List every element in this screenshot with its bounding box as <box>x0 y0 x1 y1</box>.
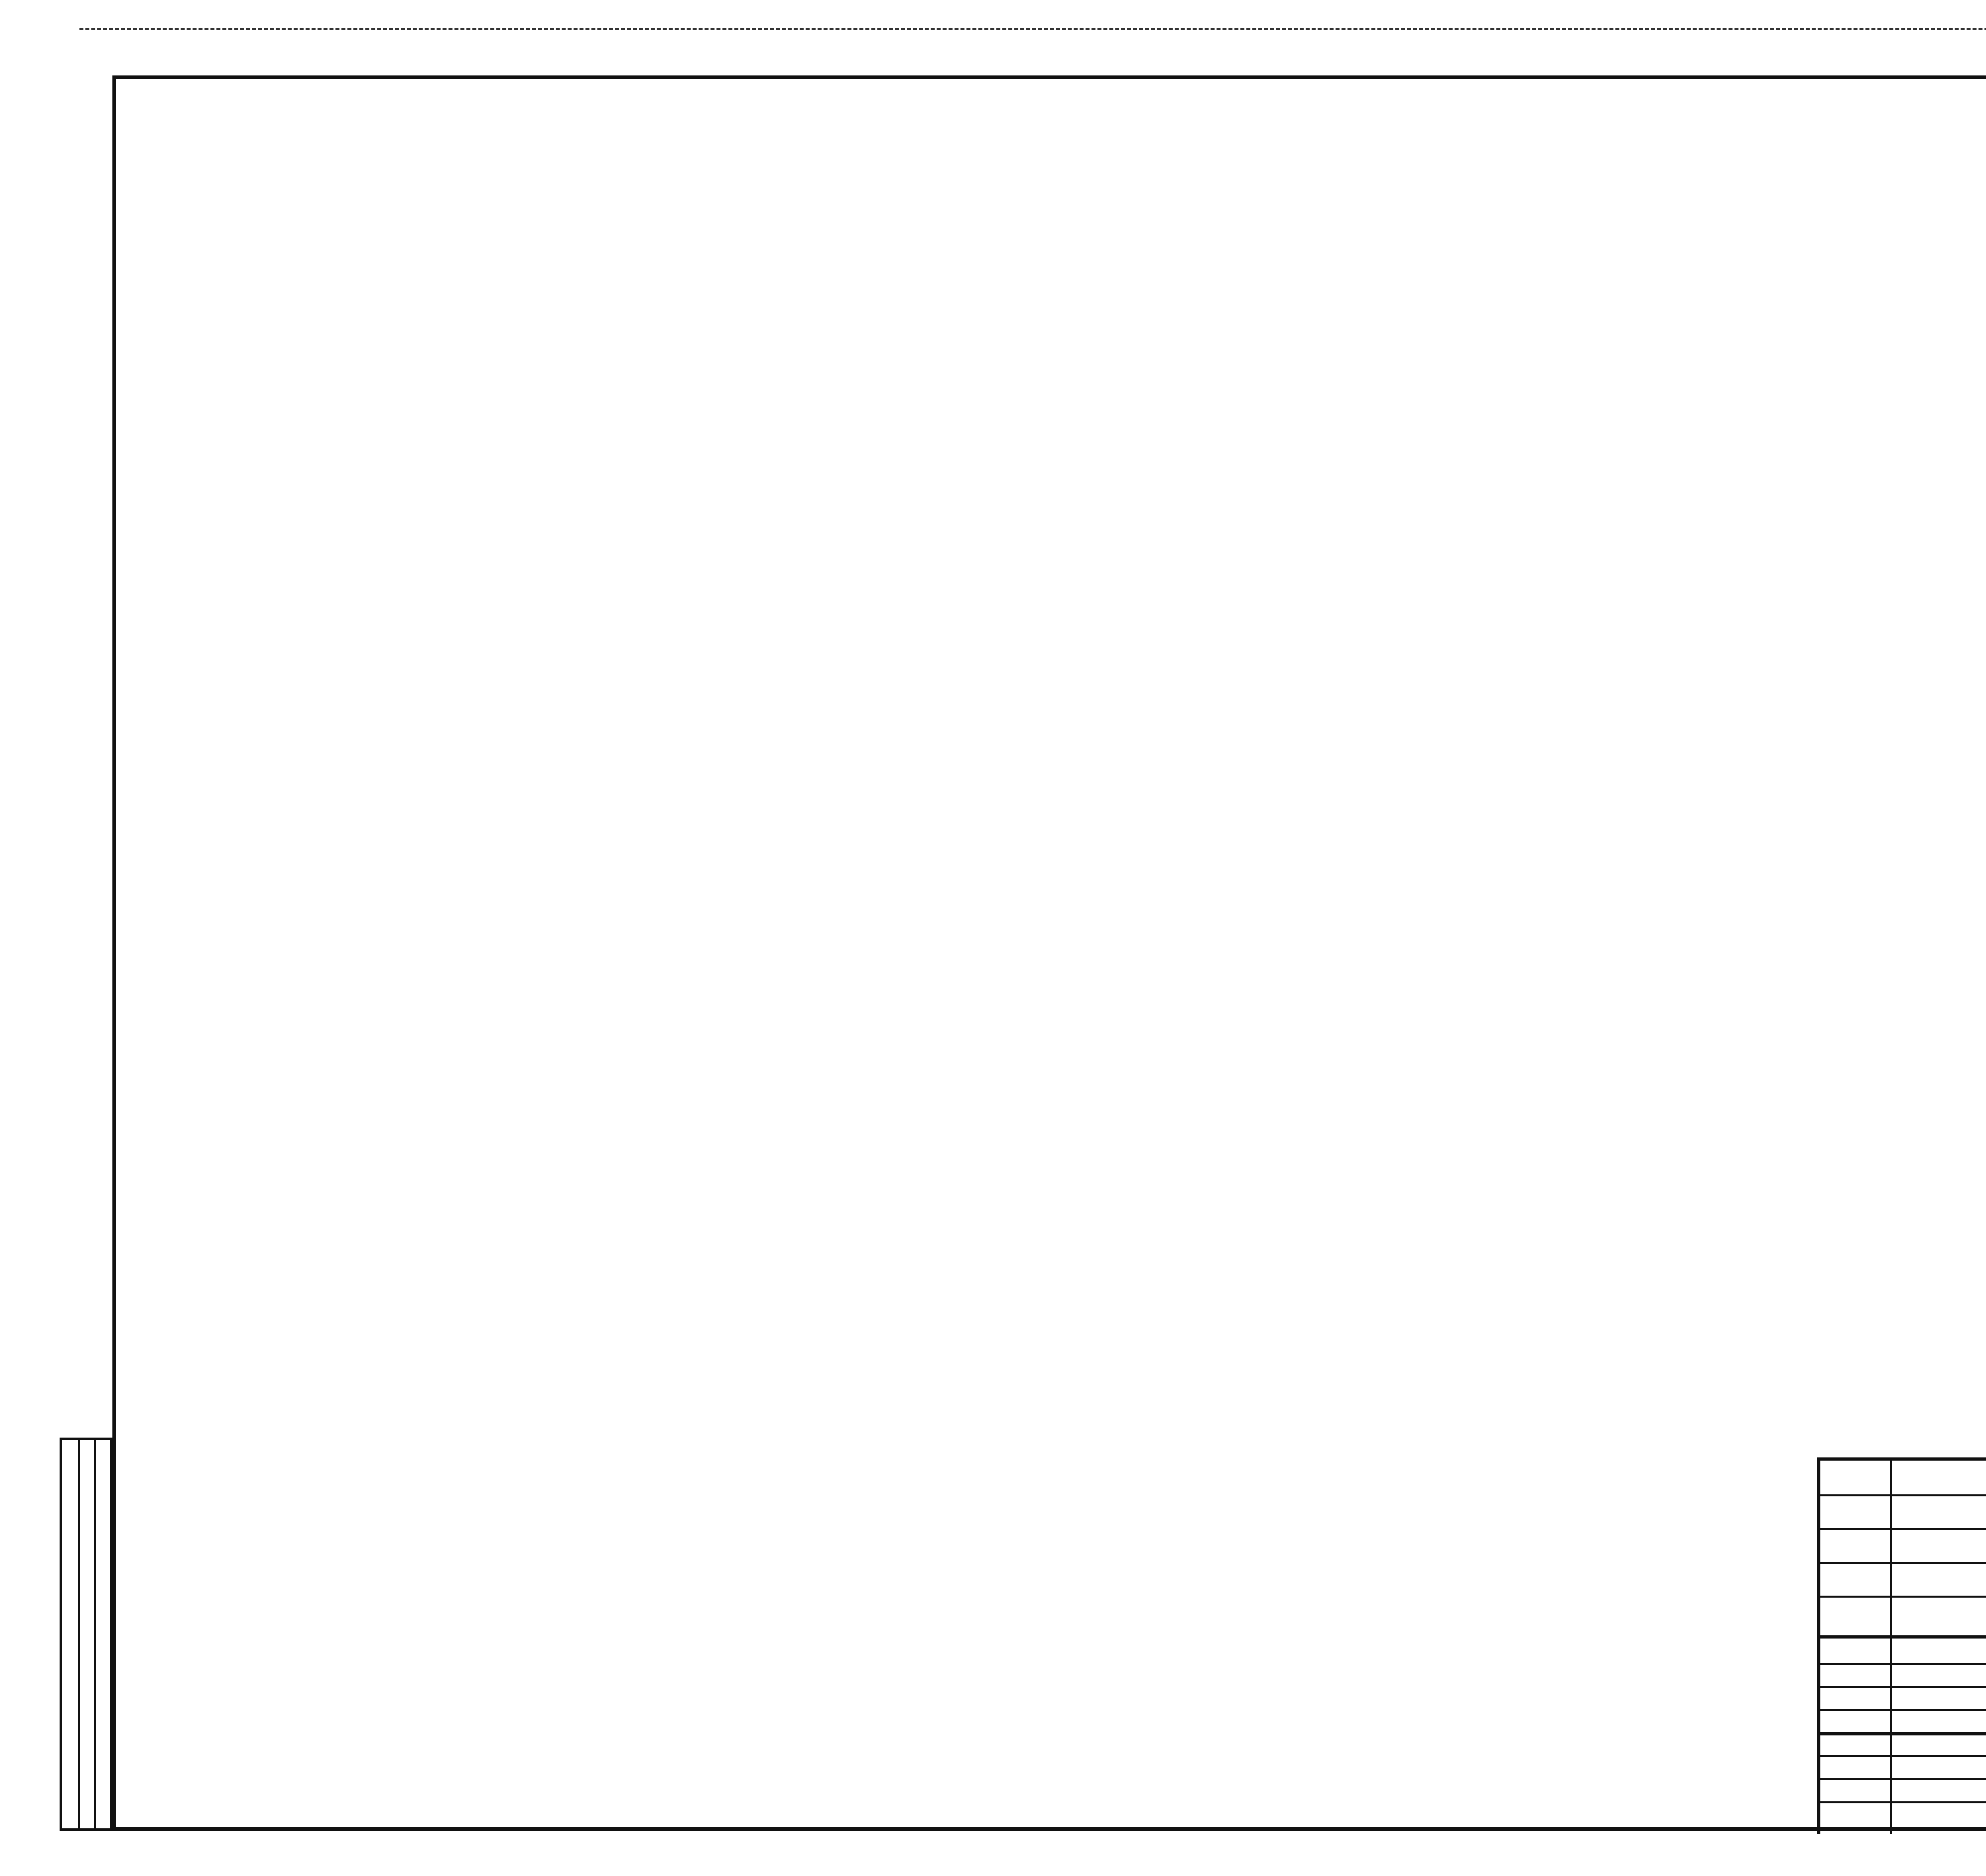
text-line <box>985 946 1764 982</box>
text-line <box>203 836 949 873</box>
text-line <box>203 288 949 325</box>
text-line <box>203 581 949 617</box>
text-line <box>1827 800 1986 836</box>
text-line <box>1827 836 1986 873</box>
title-block <box>1817 1457 1986 1834</box>
text-line <box>985 1165 1764 1202</box>
text-line <box>203 325 949 361</box>
text-line <box>985 617 1764 654</box>
text-line <box>1827 544 1986 581</box>
text-line <box>985 1019 1764 1056</box>
text-line <box>985 1129 1764 1165</box>
text-line <box>203 1019 949 1056</box>
text-line <box>985 1567 1764 1604</box>
section-heading-1 <box>203 179 949 215</box>
spacer <box>1827 325 1986 361</box>
text-line <box>1827 1165 1986 1202</box>
text-line <box>203 508 949 544</box>
text-line <box>985 1421 1764 1457</box>
spacer <box>1827 727 1986 763</box>
text-line <box>1827 252 1986 288</box>
text-line <box>985 544 1764 581</box>
text-line <box>203 1421 949 1457</box>
text-line <box>985 763 1764 800</box>
text-line <box>203 1384 949 1421</box>
text-line <box>203 1567 949 1604</box>
text-line <box>203 946 949 982</box>
text-line <box>203 763 949 800</box>
text-line <box>985 434 1764 471</box>
spacer <box>1827 398 1986 434</box>
text-line <box>203 617 949 654</box>
text-line <box>203 982 949 1019</box>
text-line <box>203 873 949 909</box>
text-line <box>985 1056 1764 1092</box>
text-line <box>1827 581 1986 617</box>
text-line <box>203 1311 949 1348</box>
text-line <box>1827 982 1986 1019</box>
spacer <box>203 1092 949 1129</box>
text-line <box>985 727 1764 763</box>
text-line <box>985 1348 1764 1384</box>
text-line <box>985 1311 1764 1348</box>
text-line <box>203 1494 949 1531</box>
text-line <box>985 508 1764 544</box>
text-line <box>203 1202 949 1238</box>
text-line <box>985 654 1764 690</box>
text-line <box>985 1238 1764 1275</box>
text-line <box>1827 434 1986 471</box>
text-line <box>985 800 1764 836</box>
text-line <box>1827 1056 1986 1092</box>
text-line <box>1827 1202 1986 1238</box>
text-line <box>203 361 949 398</box>
text-line <box>1827 617 1986 654</box>
text-line <box>203 1275 949 1311</box>
text-line <box>985 288 1764 325</box>
text-line <box>1827 1092 1986 1129</box>
text-line <box>985 398 1764 434</box>
text-line <box>985 179 1764 215</box>
text-line <box>985 325 1764 361</box>
text-line <box>203 727 949 763</box>
text-line <box>1827 179 1986 215</box>
text-line <box>1827 1019 1986 1056</box>
text-line <box>985 690 1764 727</box>
text-line <box>203 252 949 288</box>
text-line <box>985 836 1764 873</box>
text-line <box>985 252 1764 288</box>
text-line <box>985 361 1764 398</box>
text-line <box>203 654 949 690</box>
left-signature-strip <box>60 1438 112 1831</box>
text-line <box>985 581 1764 617</box>
text-line <box>203 909 949 946</box>
text-line <box>203 1238 949 1275</box>
text-line <box>203 1604 949 1640</box>
text-line <box>985 1677 1764 1713</box>
text-line <box>1827 946 1986 982</box>
text-line <box>985 215 1764 252</box>
section-heading-5 <box>1827 690 1986 727</box>
text-line <box>203 1348 949 1384</box>
text-line <box>985 1604 1764 1640</box>
section-heading-3 <box>985 1494 1764 1531</box>
spacer <box>1827 654 1986 690</box>
text-line <box>203 1677 949 1713</box>
text-line <box>1827 873 1986 909</box>
text-line <box>1827 215 1986 252</box>
text-line <box>1827 288 1986 325</box>
text-line <box>985 1384 1764 1421</box>
text-line <box>203 690 949 727</box>
text-line <box>985 873 1764 909</box>
text-line <box>985 1092 1764 1129</box>
spacer <box>985 1531 1764 1567</box>
text-line <box>203 398 949 434</box>
section-heading-2 <box>203 1129 949 1165</box>
text-line <box>1827 909 1986 946</box>
text-line <box>985 982 1764 1019</box>
text-line <box>203 544 949 581</box>
text-line <box>203 1056 949 1092</box>
text-line <box>203 1640 949 1677</box>
text-line <box>1827 1129 1986 1165</box>
spacer <box>203 1165 949 1202</box>
text-line <box>203 1531 949 1567</box>
text-line <box>1827 763 1986 800</box>
text-line <box>1827 508 1986 544</box>
text-line <box>203 800 949 836</box>
text-line <box>1827 471 1986 508</box>
text-line <box>985 1640 1764 1677</box>
text-line <box>985 1275 1764 1311</box>
text-line <box>985 471 1764 508</box>
text-line <box>203 471 949 508</box>
text-line <box>203 1457 949 1494</box>
text-column-1 <box>203 179 949 1713</box>
text-line <box>985 909 1764 946</box>
text-line <box>203 434 949 471</box>
spacer <box>985 1457 1764 1494</box>
text-line <box>985 1202 1764 1238</box>
section-heading-4 <box>1827 361 1986 398</box>
text-line <box>203 215 949 252</box>
text-column-2 <box>985 179 1764 1713</box>
top-dashed-line <box>79 28 1986 30</box>
text-column-3 <box>1827 179 1986 1238</box>
